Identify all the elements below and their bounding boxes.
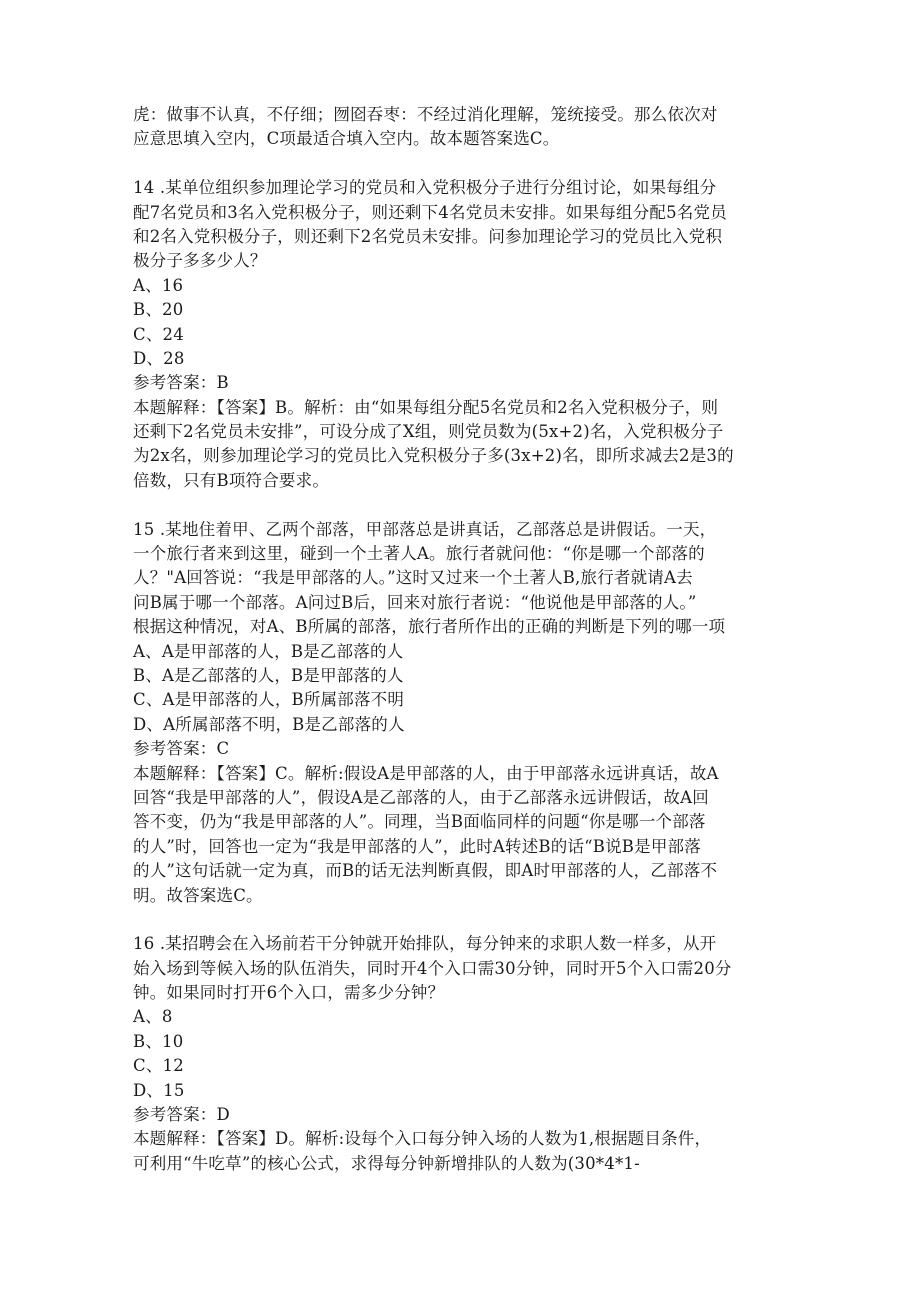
option-c: C、24 — [133, 324, 184, 344]
text-line: 始入场到等候入场的队伍消失，同时开4个入口需30分钟，同时开5个入口需20分 — [133, 958, 732, 978]
question-stem — [133, 932, 793, 1005]
text-line: 本题解释：【答案】C。解析:假设A是甲部落的人，由于甲部落永远讲真话，故A — [133, 763, 719, 783]
option-d: D、28 — [133, 348, 185, 368]
intro-paragraph — [133, 103, 793, 152]
paragraph-gap — [133, 152, 793, 176]
option-list — [133, 640, 793, 738]
text-line: 还剩下2名党员未安排”，可设分成了X组，则党员数为(5x+2)名，入党积极分子 — [133, 422, 724, 442]
document-body — [133, 103, 793, 1176]
option-d: D、15 — [133, 1080, 185, 1100]
text-line: 配7名党员和3名入党积极分子，则还剩下4名党员未安排。如果每组分配5名党员 — [133, 202, 727, 222]
question-16 — [133, 932, 793, 1176]
text-line: 倍数，只有B项符合要求。 — [133, 470, 330, 490]
text-line: 根据这种情况，对A、B所属的部落，旅行者所作出的正确的判断是下列的哪一项 — [133, 617, 726, 637]
option-b: B、20 — [133, 300, 184, 320]
text-line: 为2x名，则参加理论学习的党员比入党积极分子多(3x+2)名，即所求减去2是3的 — [133, 446, 734, 466]
text-line: 钟。如果同时打开6个入口，需多少分钟？ — [133, 983, 445, 1003]
text-line: 明。故答案选C。 — [133, 885, 263, 905]
text-line: 问B属于哪一个部落。A问过B后，回来对旅行者说：“他说他是甲部落的人。” — [133, 592, 697, 612]
option-c: C、12 — [133, 1056, 184, 1076]
text-line: 人？"A回答说：“我是甲部落的人。”这时又过来一个土著人B,旅行者就请A去 — [133, 568, 693, 588]
text-line: 16 .某招聘会在入场前若干分钟就开始排队，每分钟来的求职人数一样多，从开 — [133, 934, 717, 954]
text-line: 14 .某单位组织参加理论学习的党员和入党积极分子进行分组讨论，如果每组分 — [133, 178, 717, 198]
text-line: 回答“我是甲部落的人”，假设A是乙部落的人，由于乙部落永远讲假话，故A回 — [133, 787, 709, 807]
paragraph-gap — [133, 493, 793, 517]
text-line: 虎：做事不认真，不仔细；囫囵吞枣：不经过消化理解，笼统接受。那么依次对 — [133, 105, 718, 124]
option-a: A、8 — [133, 1007, 173, 1027]
text-line: 答不变，仍为“我是甲部落的人”。同理，当B面临同样的问题“你是哪一个部落 — [133, 812, 706, 832]
text-line: 一个旅行者来到这里，碰到一个土著人A。旅行者就问他：“你是哪一个部落的 — [133, 544, 705, 564]
question-stem — [133, 518, 793, 640]
question-stem — [133, 176, 793, 274]
reference-answer: 参考答案：D — [133, 1105, 230, 1125]
text-line: 15 .某地住着甲、乙两个部落，甲部落总是讲真话，乙部落总是讲假话。一天， — [133, 519, 717, 539]
reference-answer: 参考答案：C — [133, 739, 230, 759]
text-line: 应意思填入空内，C项最适合填入空内。故本题答案选C。 — [133, 129, 560, 149]
text-line: 本题解释：【答案】D。解析:设每个入口每分钟入场的人数为1,根据题目条件， — [133, 1129, 712, 1149]
option-b: B、A是乙部落的人，B是甲部落的人 — [133, 665, 404, 685]
explanation — [133, 1127, 793, 1176]
text-line: 的人”时，回答也一定为“我是甲部落的人”，此时A转述B的话“B说B是甲部落 — [133, 836, 701, 856]
option-list — [133, 1005, 793, 1103]
text-line: 可利用“牛吃草”的核心公式，求得每分钟新增排队的人数为(30*4*1- — [133, 1153, 640, 1173]
option-a: A、A是甲部落的人，B是乙部落的人 — [133, 641, 404, 661]
question-15 — [133, 518, 793, 908]
text-line: 极分子多多少人？ — [133, 251, 267, 271]
text-line: 的人”这句话就一定为真，而B的话无法判断真假，即A时甲部落的人，乙部落不 — [133, 861, 718, 881]
option-d: D、A所属部落不明，B是乙部落的人 — [133, 714, 405, 734]
text-line: 和2名入党积极分子，则还剩下2名党员未安排。问参加理论学习的党员比入党积 — [133, 226, 723, 246]
explanation — [133, 396, 793, 494]
paragraph-gap — [133, 908, 793, 932]
option-a: A、16 — [133, 275, 184, 295]
text-line: 本题解释：【答案】B。解析：由“如果每组分配5名党员和2名入党积极分子，则 — [133, 397, 719, 417]
question-14 — [133, 176, 793, 493]
explanation — [133, 762, 793, 908]
option-b: B、10 — [133, 1031, 184, 1051]
option-list — [133, 274, 793, 372]
reference-answer: 参考答案：B — [133, 373, 229, 393]
option-c: C、A是甲部落的人，B所属部落不明 — [133, 690, 405, 710]
